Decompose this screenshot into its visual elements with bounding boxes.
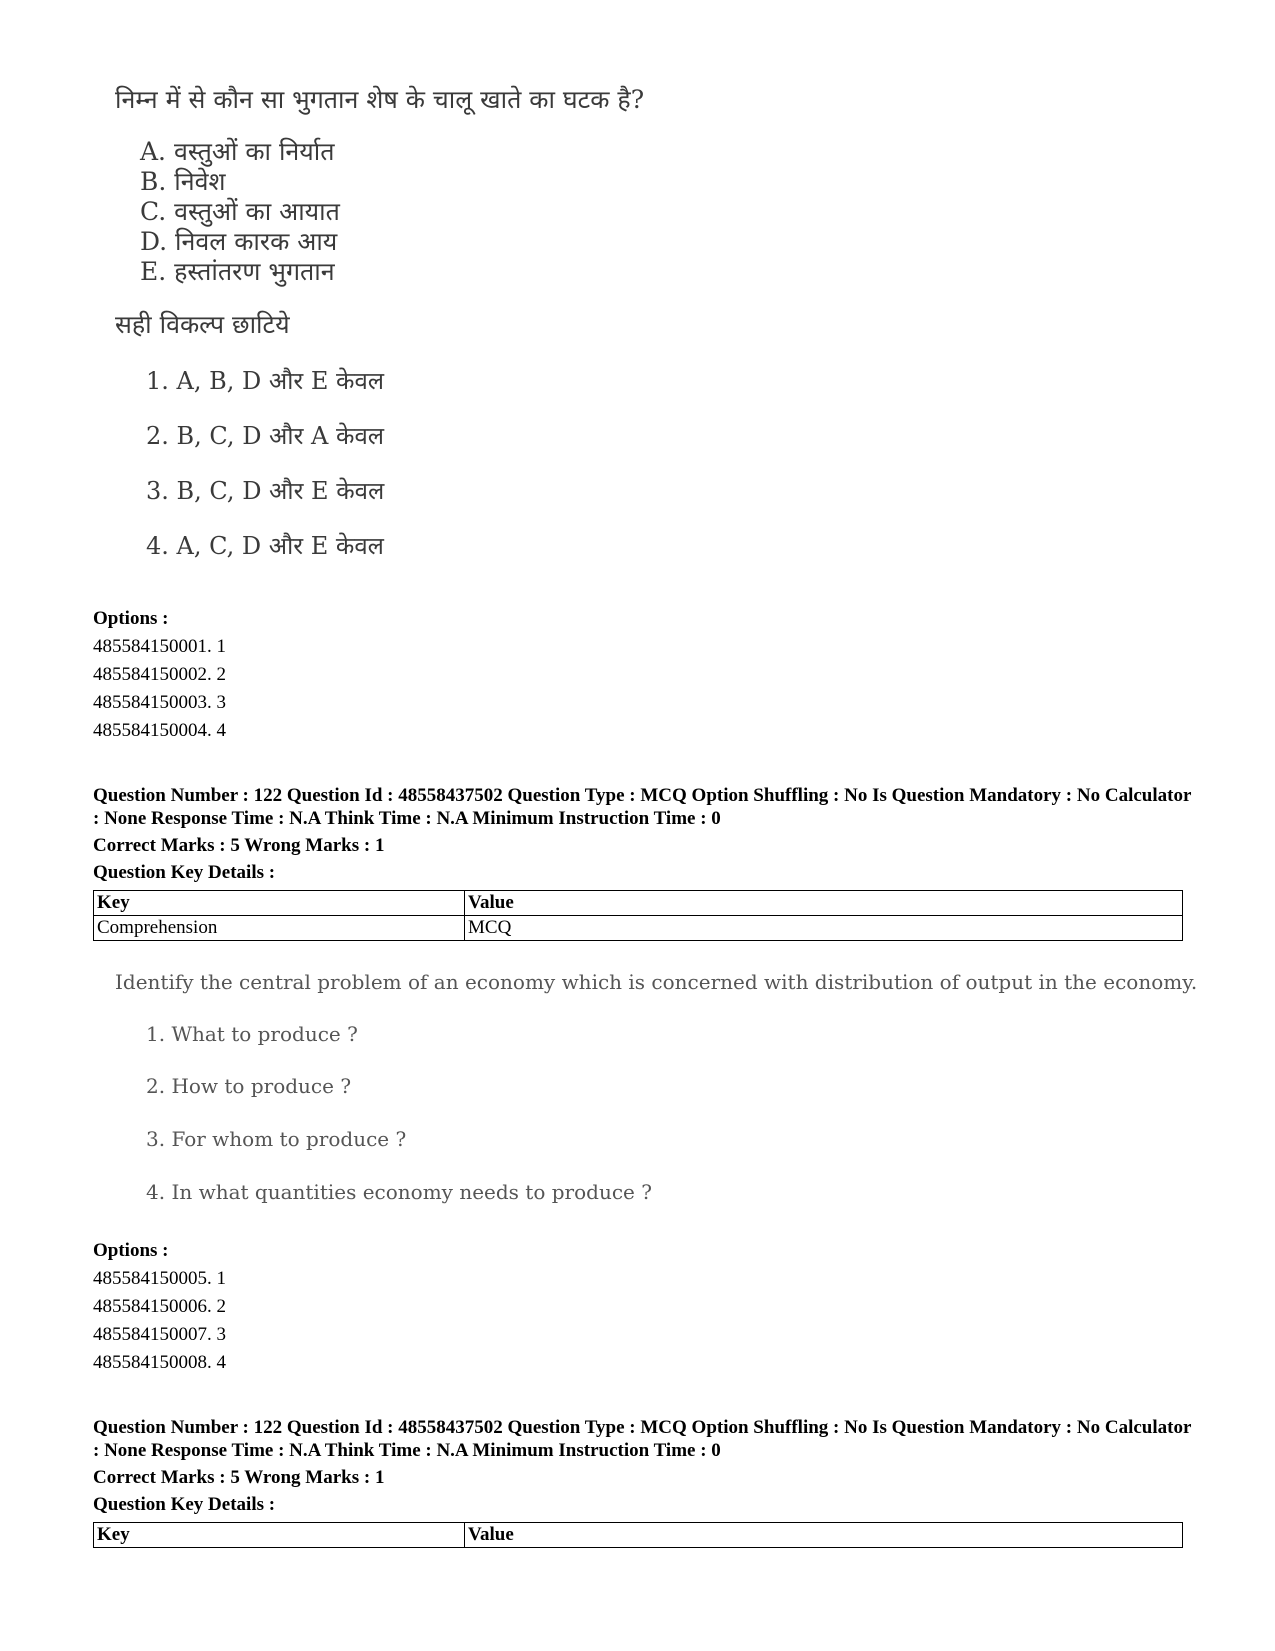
table-header-value: Value: [465, 1523, 1183, 1548]
question-meta-line: Question Number : 122 Question Id : 48558437502 Question Type : MCQ Option Shuffling : No Is Question Mandatory : No Calculator : None Response Time : N.A Think Time : N.A Minimum Instruction Time : 0: [93, 785, 1192, 829]
question-marks-line: Correct Marks : 5 Wrong Marks : 1: [93, 835, 385, 856]
question-marks-line: Correct Marks : 5 Wrong Marks : 1: [93, 1467, 385, 1488]
question-key-details-label: Question Key Details :: [93, 1494, 276, 1515]
hindi-choice-3: 3. B, C, D और E केवल: [146, 477, 385, 505]
option-item: 485584150001. 1: [93, 636, 226, 657]
question-key-table: [93, 1522, 1183, 1548]
question-key-details-label: Question Key Details :: [93, 862, 276, 883]
english-choice-2: 2. How to produce ?: [146, 1074, 352, 1098]
hindi-statement-d: D. निवल कारक आय: [140, 227, 338, 256]
hindi-instruction: सही विकल्प छाटिये: [115, 310, 290, 339]
option-item: 485584150002. 2: [93, 664, 226, 685]
option-item: 485584150006. 2: [93, 1296, 226, 1317]
options-label-2: Options :: [93, 1240, 169, 1261]
options-label-1: Options :: [93, 608, 169, 629]
table-header-row: [94, 1523, 1183, 1548]
english-choice-1: 1. What to produce ?: [146, 1022, 358, 1046]
english-choice-3: 3. For whom to produce ?: [146, 1127, 407, 1151]
question-key-table: [93, 890, 1183, 941]
table-row: [94, 916, 1183, 941]
hindi-choice-1: 1. A, B, D और E केवल: [146, 367, 385, 395]
hindi-question-stem: निम्न में से कौन सा भुगतान शेष के चालू खाते का घटक है?: [115, 85, 645, 114]
hindi-statement-c: C. वस्तुओं का आयात: [140, 197, 340, 226]
hindi-choice-2: 2. B, C, D और A केवल: [146, 422, 385, 450]
english-choice-4: 4. In what quantities economy needs to produce ?: [146, 1180, 652, 1204]
option-item: 485584150008. 4: [93, 1352, 226, 1373]
table-cell-value: MCQ: [465, 916, 1183, 941]
question-meta-line: Question Number : 122 Question Id : 48558437502 Question Type : MCQ Option Shuffling : No Is Question Mandatory : No Calculator : None Response Time : N.A Think Time : N.A Minimum Instruction Time : 0: [93, 1417, 1192, 1461]
hindi-choice-4: 4. A, C, D और E केवल: [146, 532, 384, 560]
hindi-statement-a: A. वस्तुओं का निर्यात: [140, 137, 335, 166]
table-header-key: Key: [94, 891, 465, 916]
option-item: 485584150007. 3: [93, 1324, 226, 1345]
table-cell-key: Comprehension: [94, 916, 465, 941]
option-item: 485584150005. 1: [93, 1268, 226, 1289]
table-header-key: Key: [94, 1523, 465, 1548]
option-item: 485584150003. 3: [93, 692, 226, 713]
table-header-row: [94, 891, 1183, 916]
table-header-value: Value: [465, 891, 1183, 916]
english-question-stem: Identify the central problem of an economy which is concerned with distribution of output in the economy.: [115, 970, 1198, 994]
hindi-statement-e: E. हस्तांतरण भुगतान: [140, 257, 335, 286]
option-item: 485584150004. 4: [93, 720, 226, 741]
hindi-statement-b: B. निवेश: [140, 167, 226, 196]
